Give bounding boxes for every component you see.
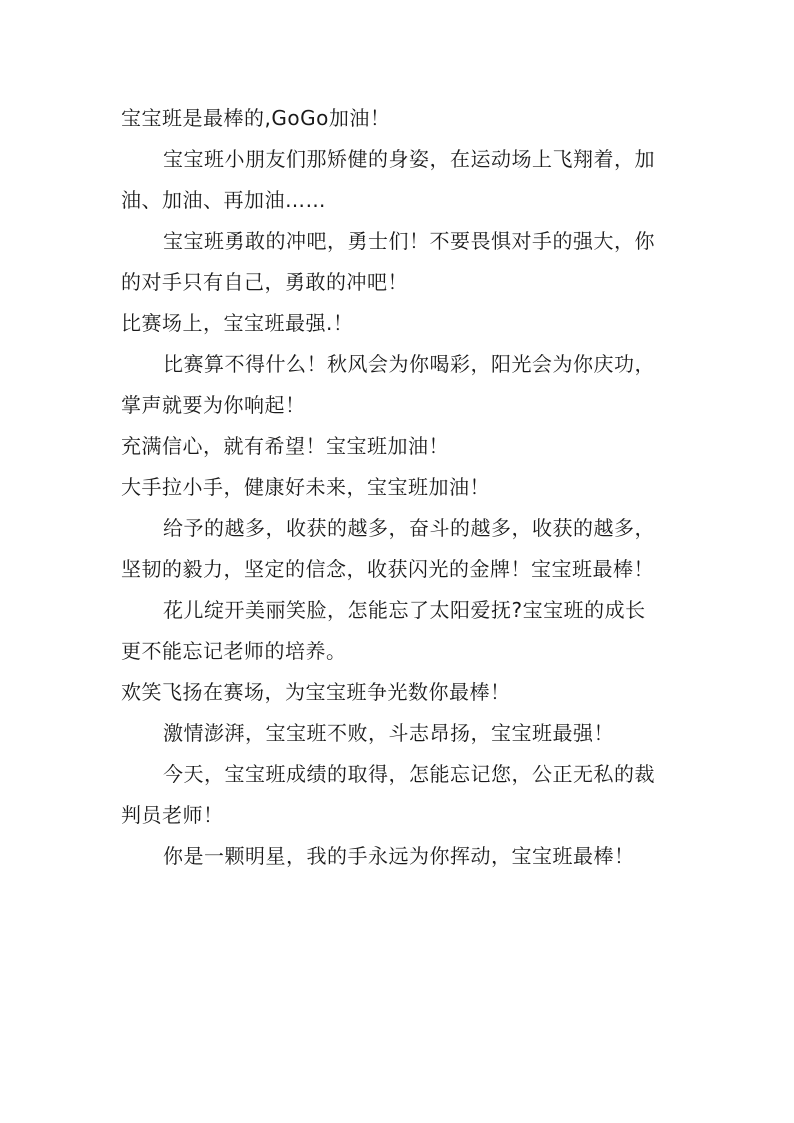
text-line: 你是一颗明星，我的手永远为你挥动，宝宝班最棒！ (163, 844, 635, 868)
text-line: 更不能忘记老师的培养。 (121, 639, 347, 663)
text-line: 油、加油、再加油…… (121, 188, 326, 212)
text-line: 欢笑飞扬在赛场，为宝宝班争光数你最棒！ (121, 680, 511, 704)
text-line: 花儿绽开美丽笑脸，怎能忘了太阳爱抚?宝宝班的成长 (163, 598, 646, 622)
text-line: 今天，宝宝班成绩的取得，怎能忘记您，公正无私的裁 (163, 762, 655, 786)
text-line: 充满信心，就有希望！宝宝班加油！ (121, 434, 449, 458)
text-line: 宝宝班是最棒的,GoGo加油！ (121, 106, 391, 130)
text-line: 激情澎湃，宝宝班不败，斗志昂扬，宝宝班最强！ (163, 721, 614, 745)
text-line: 坚韧的毅力，坚定的信念，收获闪光的金牌！宝宝班最棒！ (121, 557, 654, 581)
text-line: 宝宝班勇敢的冲吧，勇士们！不要畏惧对手的强大，你 (163, 229, 655, 253)
text-line: 给予的越多，收获的越多，奋斗的越多，收获的越多， (163, 516, 655, 540)
text-line: 大手拉小手，健康好未来，宝宝班加油！ (121, 475, 490, 499)
text-line: 判员老师！ (121, 803, 224, 827)
text-line: 宝宝班小朋友们那矫健的身姿，在运动场上飞翔着，加 (163, 147, 655, 171)
text-line: 的对手只有自己，勇敢的冲吧！ (121, 270, 408, 294)
text-line: 比赛场上，宝宝班最强.！ (121, 311, 354, 335)
text-line: 比赛算不得什么！秋风会为你喝彩，阳光会为你庆功， (163, 352, 655, 376)
text-line: 掌声就要为你响起！ (121, 393, 306, 417)
